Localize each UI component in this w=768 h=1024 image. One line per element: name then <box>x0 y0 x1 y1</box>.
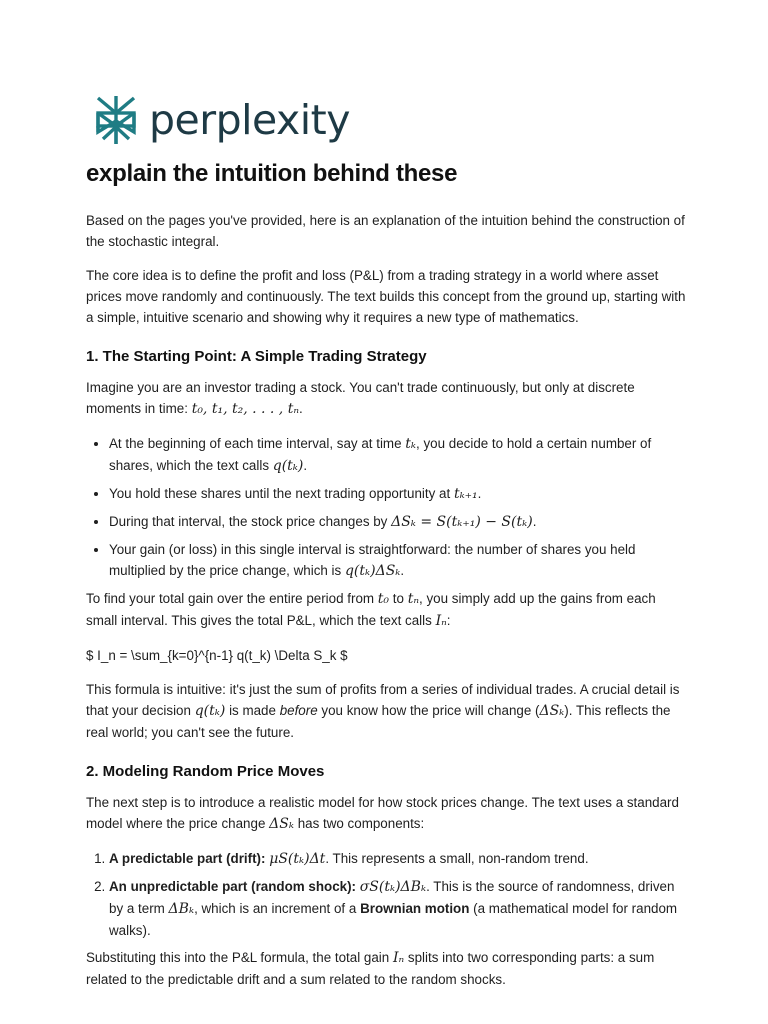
list-item: • You hold these shares until the next trading opportunity at tₖ₊₁. <box>109 483 686 505</box>
list-item: • During that interval, the stock price changes by ΔSₖ = S(tₖ₊₁) − S(tₖ). <box>109 511 686 533</box>
math-time-sequence: t₀, t₁, t₂, . . . , tₙ <box>191 401 300 417</box>
perplexity-logo-icon <box>94 94 138 146</box>
raw-formula-text: $ I_n = \sum_{k=0}^{n-1} q(t_k) \Delta S_k $ <box>86 648 348 663</box>
section-2-paragraph-2: Substituting this into the P&L formula, the total gain Iₙ splits into two corresponding parts: a sum related to the predictable drift and a sum related to the random shocks. <box>86 950 655 987</box>
logo-text: perplexity <box>149 95 351 144</box>
page-title: explain the intuition behind these <box>86 160 458 187</box>
list-item: 2. An unpredictable part (random shock): σS(tₖ)ΔBₖ. This is the source of randomness, driven by a term ΔBₖ, which is an increment of a Brownian motion (a mathematical model for random walks). <box>109 876 686 941</box>
intro-paragraph-2: The core idea is to define the profit and loss (P&L) from a trading strategy in a world where asset prices move randomly and continuously. The text builds this concept from the ground up, starting with a simple, intuitive scenario and showing why it requires a new type of mathematics. <box>86 268 686 325</box>
list-item: • At the beginning of each time interval, say at time tₖ, you decide to hold a certain number of shares, which the text calls q(tₖ). <box>109 433 686 477</box>
section-1-paragraph-2: To find your total gain over the entire period from t₀ to tₙ, you simply add up the gains from each small interval. This gives the total P&L, which the text calls Iₙ: <box>86 591 656 629</box>
perplexity-logo <box>94 94 350 146</box>
section-1-heading: 1. The Starting Point: A Simple Trading Strategy <box>86 348 427 365</box>
intro-paragraph-1: Based on the pages you've provided, here is an explanation of the intuition behind the construction of the stochastic integral. <box>86 213 685 249</box>
list-item: • Your gain (or loss) in this single interval is straightforward: the number of shares you held multiplied by the price change, which is q(tₖ)ΔSₖ. <box>109 539 686 582</box>
section-1-paragraph-1: Imagine you are an investor trading a stock. You can't trade continuously, but only at discrete moments in time: t₀, t₁, t₂, . . . , tₙ. <box>86 380 635 417</box>
price-components-list <box>86 848 686 941</box>
section-2-paragraph-1: The next step is to introduce a realistic model for how stock prices change. The text uses a standard model where the price change ΔSₖ has two components: <box>86 795 679 832</box>
list-item: 1. A predictable part (drift): μS(tₖ)Δt. This represents a small, non-random trend. <box>109 848 686 870</box>
answer-content <box>86 160 686 1003</box>
section-1-paragraph-3: This formula is intuitive: it's just the sum of profits from a series of individual trades. A crucial detail is that your decision q(tₖ) is made before you know how the price will change (ΔSₖ). This reflects the real world; you can't see the future. <box>86 682 680 740</box>
trading-steps-list <box>86 433 686 582</box>
section-2-heading: 2. Modeling Random Price Moves <box>86 763 325 780</box>
